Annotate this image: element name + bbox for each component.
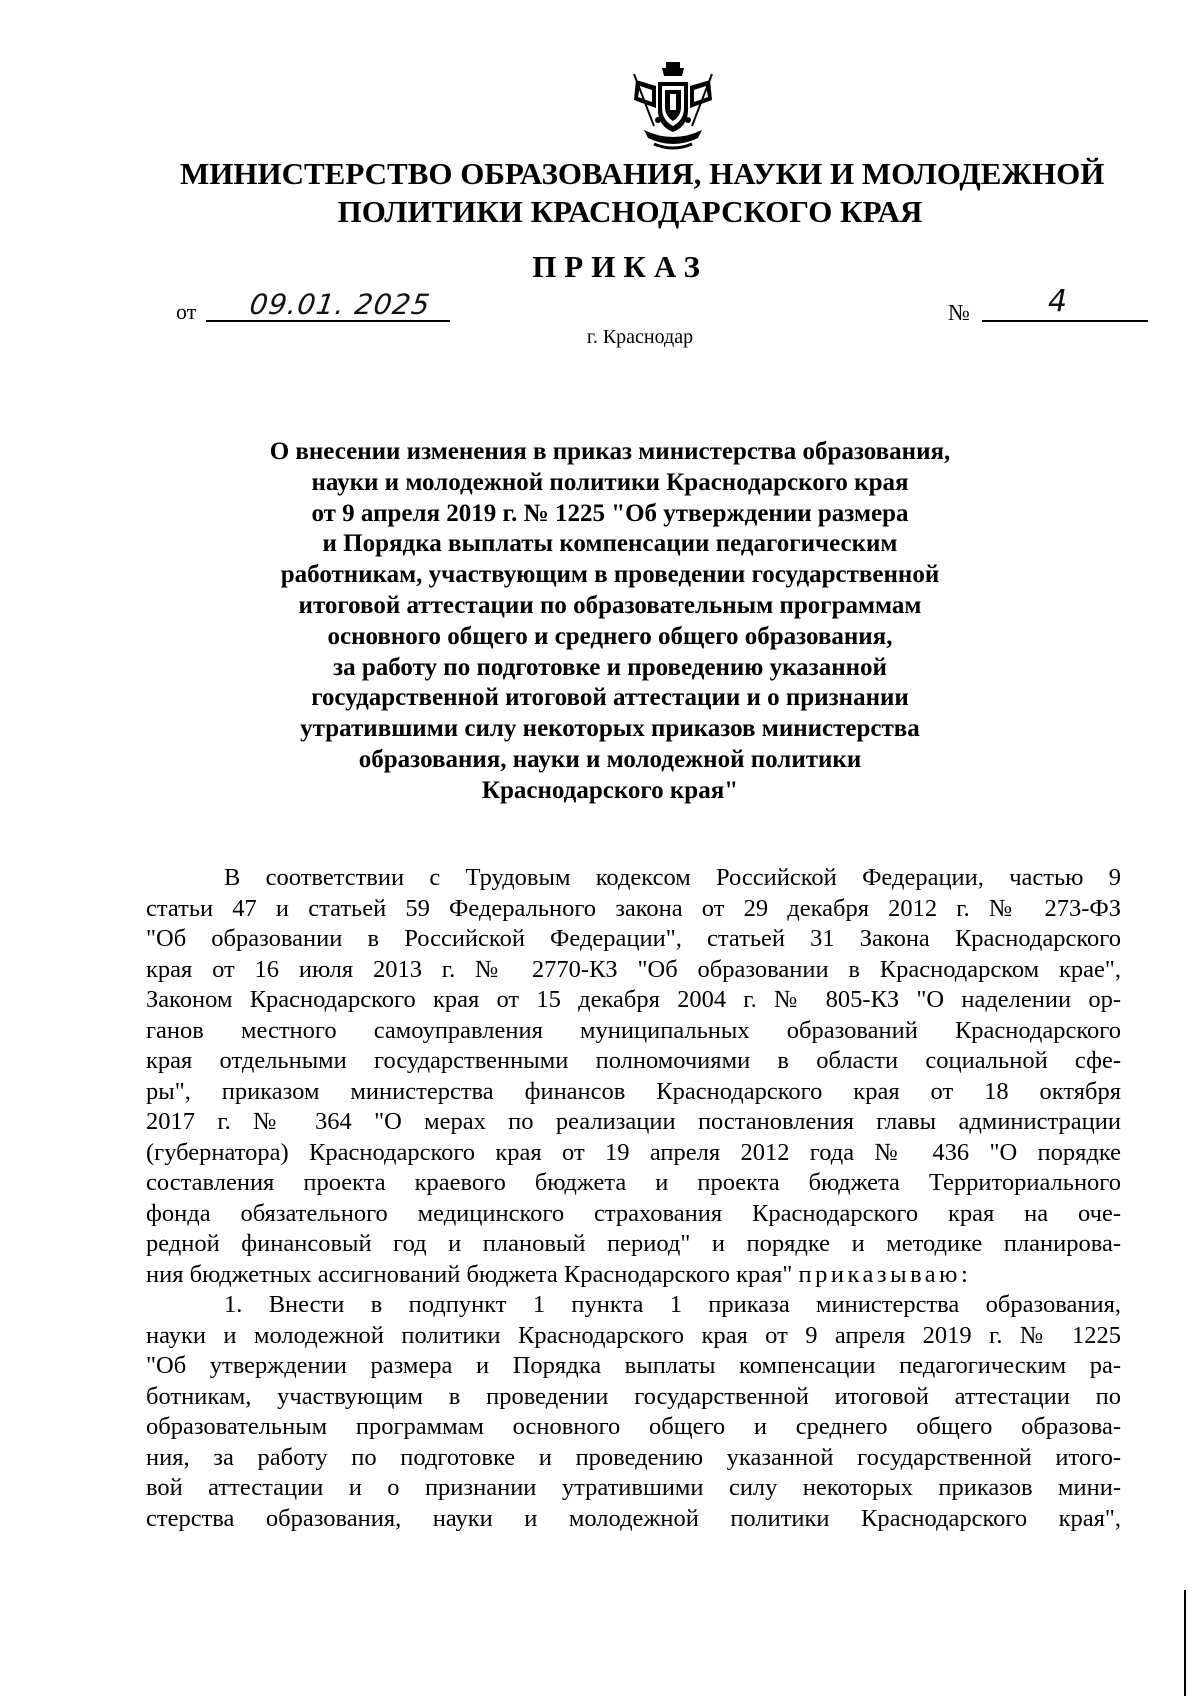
body-line: края отдельными государственными полномочиями в области социальной сфе- — [146, 1047, 1121, 1074]
title-line: утратившими силу некоторых приказов министерства — [300, 715, 920, 743]
title-line: Краснодарского края" — [481, 776, 739, 804]
title-line: образования, науки и молодежной политики — [358, 745, 862, 773]
body-line: 1. Внести в подпункт 1 пункта 1 приказа министерства образования, — [224, 1291, 1121, 1318]
body-line — [146, 1260, 1121, 1291]
date-label: от — [176, 299, 197, 324]
body-line: ганов местного самоуправления муниципальных образований Краснодарского — [146, 1016, 1121, 1044]
number-label: № — [948, 300, 970, 325]
ministry-name — [180, 155, 1105, 231]
body-line: фонда обязательного медицинского страхования Краснодарского края на оче- — [146, 1199, 1121, 1227]
city-name: г. Краснодар — [586, 326, 694, 348]
body-line: "Об образовании в Российской Федерации", статьей 31 Закона Краснодарского — [146, 925, 1121, 952]
document-type: ПРИКАЗ — [532, 249, 708, 284]
title-line: за работу по подготовке и проведению указанной — [333, 653, 887, 681]
handwritten-number: 4 — [1048, 284, 1068, 319]
body-line: стерства образования, науки и молодежной политики Краснодарского края", — [146, 1504, 1121, 1532]
handwritten-date: 09.01. 2025 — [247, 288, 433, 321]
body-line: вой аттестации и о признании утратившими силу некоторых приказов мини- — [146, 1474, 1121, 1501]
order-keyword: приказываю: — [798, 1260, 972, 1288]
body-line: В соответствии с Трудовым кодексом Российской Федерации, частью 9 — [224, 864, 1121, 891]
title-line: науки и молодежной политики Краснодарского края — [311, 468, 909, 496]
body-line: (губернатора) Краснодарского края от 19 апреля 2012 года № 436 "О порядке — [146, 1138, 1121, 1166]
body-line: края от 16 июля 2013 г. № 2770-КЗ "Об образовании в Краснодарском крае", — [146, 955, 1121, 983]
body-line: составления проекта краевого бюджета и проекта бюджета Территориального — [146, 1169, 1121, 1196]
body-line: 2017 г. № 364 "О мерах по реализации постановления главы администрации — [146, 1108, 1121, 1135]
body-line: науки и молодежной политики Краснодарского края от 9 апреля 2019 г. № 1225 — [146, 1321, 1121, 1349]
body-line: ботникам, участвующим в проведении государственной итоговой аттестации по — [146, 1382, 1121, 1410]
body-line: ния, за работу по подготовке и проведению указанной государственной итого- — [146, 1443, 1121, 1471]
document-title — [170, 437, 1050, 807]
ministry-name-line-2: ПОЛИТИКИ КРАСНОДАРСКОГО КРАЯ — [337, 194, 923, 229]
body-line: редной финансовый год и плановый период" и порядке и методике планирова- — [146, 1230, 1121, 1257]
title-line: основного общего и среднего общего образования, — [327, 622, 893, 650]
scan-edge-line — [1184, 1590, 1186, 1696]
title-line: О внесении изменения в приказ министерства образования, — [269, 438, 951, 465]
title-line: от 9 апреля 2019 г. № 1225 "Об утверждении размера — [311, 499, 909, 527]
body-line: образовательным программам основного общего и среднего общего образова- — [146, 1413, 1121, 1440]
body-line: Законом Краснодарского края от 15 декабря 2004 г. № 805-КЗ "О наделении ор- — [146, 986, 1121, 1013]
title-line: работникам, участвующим в проведении государственной — [280, 561, 940, 589]
body-line: ры", приказом министерства финансов Краснодарского края от 18 октября — [146, 1077, 1121, 1105]
title-line: и Порядка выплаты компенсации педагогическим — [322, 530, 898, 558]
body-line: "Об утверждении размера и Порядка выплаты компенсации педагогическим ра- — [146, 1352, 1121, 1379]
document-body — [146, 863, 1121, 1534]
body-line-text: ния бюджетных ассигнований бюджета Краснодарского края" — [146, 1260, 793, 1288]
title-line: государственной итоговой аттестации и о признании — [311, 684, 909, 712]
title-line: итоговой аттестации по образовательным программам — [298, 591, 922, 619]
coat-of-arms-emblem-icon — [628, 60, 718, 152]
ministry-name-line-1: МИНИСТЕРСТВО ОБРАЗОВАНИЯ, НАУКИ И МОЛОДЕЖНОЙ — [180, 156, 1105, 191]
body-line: статьи 47 и статьей 59 Федерального закона от 29 декабря 2012 г. № 273-ФЗ — [146, 894, 1121, 922]
